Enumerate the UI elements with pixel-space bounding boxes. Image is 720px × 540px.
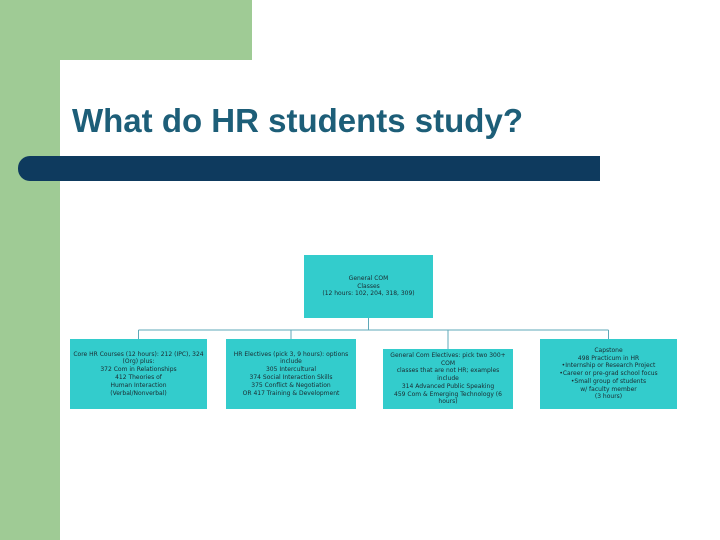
org-box-text <box>322 275 414 298</box>
org-box-line: (3 hours) <box>594 393 623 401</box>
org-box-general-com-electives <box>383 349 513 409</box>
org-box-line: 305 Intercultural <box>265 366 317 374</box>
org-box-line: 375 Conflict & Negotiation <box>251 381 331 389</box>
org-box-text <box>386 352 510 407</box>
org-box-text <box>73 351 203 398</box>
org-box-line: OR 417 Training & Development <box>242 389 340 397</box>
org-box-line: HR Electives (pick 3, 9 hours): options include <box>233 350 349 366</box>
org-box-line: (Org) plus: <box>122 358 155 366</box>
org-box-line: •Small group of students <box>570 377 647 385</box>
org-box-line: •Career or pre-grad school focus <box>559 370 658 378</box>
org-box-general-com <box>304 255 433 318</box>
org-box-line: Human Interaction <box>110 381 167 389</box>
org-box-line: Capstone <box>594 346 623 354</box>
org-box-line: Classes <box>357 282 380 290</box>
org-box-line: 412 Theories of <box>115 374 162 381</box>
org-box-line: Core HR Courses (12 hours): 212 (IPC), 324 <box>73 350 204 358</box>
org-box-capstone <box>540 339 677 409</box>
org-box-line: w/ faculty member <box>580 385 637 393</box>
org-box-line: classes that are not HR; examples include <box>396 367 500 383</box>
org-box-line: •Internship or Research Project <box>561 362 656 370</box>
org-box-line: 498 Practicum in HR <box>577 354 640 362</box>
org-box-hr-electives <box>226 339 356 409</box>
org-box-line: (12 hours: 102, 204, 318, 309) <box>322 290 415 298</box>
org-box-line: 459 Com & Emerging Technology (6 hours) <box>394 390 502 406</box>
slide-title: What do HR students study? <box>72 102 523 139</box>
org-box-line: General Com Electives: pick two 300+ COM <box>390 351 506 367</box>
org-box-line: 372 Com in Relationships <box>100 366 177 374</box>
org-box-line: 314 Advanced Public Speaking <box>401 382 495 390</box>
org-box-line: General COM <box>348 274 389 282</box>
org-box-text <box>229 351 353 398</box>
org-box-core-hr <box>70 339 207 409</box>
org-box-line: 374 Social Interaction Skills <box>249 374 333 381</box>
org-box-text <box>559 347 657 402</box>
org-box-line: (Verbal/Nonverbal) <box>110 389 167 397</box>
